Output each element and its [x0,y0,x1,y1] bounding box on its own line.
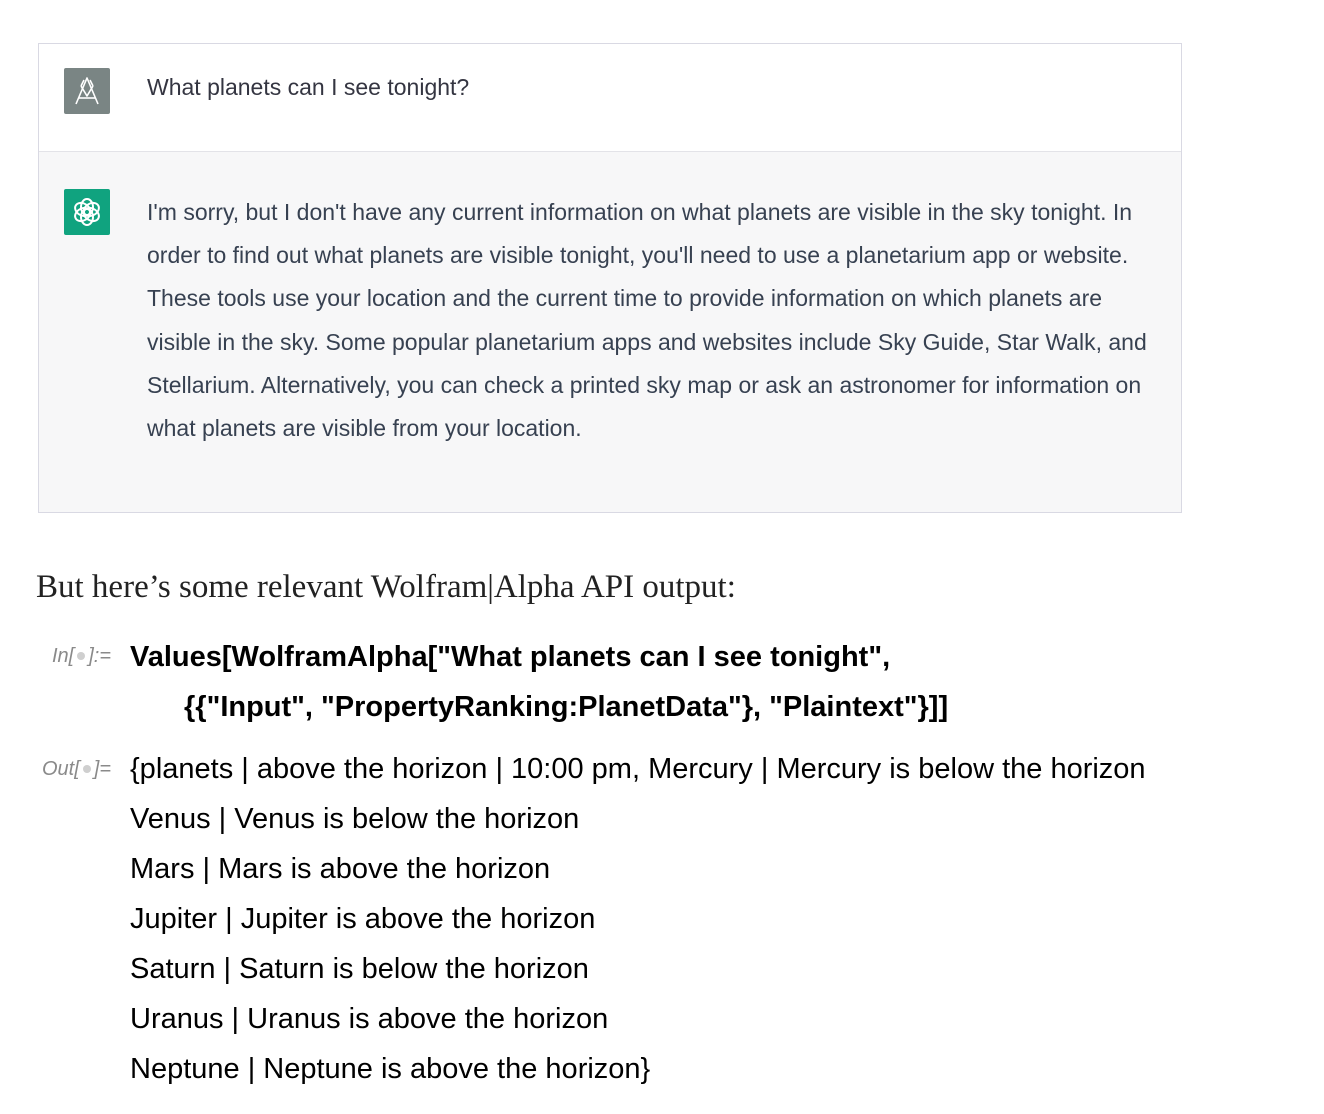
output-line: Neptune | Neptune is above the horizon} [130,1053,651,1085]
output-cell-label [42,758,111,781]
out-label-prefix: Out[ [42,758,80,780]
openai-logo-icon [64,189,110,235]
output-line: Mars | Mars is above the horizon [130,853,551,885]
assistant-turn [39,152,1181,512]
output-line: {planets | above the horizon | 10:00 pm, Mercury | Mercury is below the horizon [130,753,1146,785]
user-message: What planets can I see tonight? [147,74,470,100]
input-cell-label [52,645,111,668]
out-label-suffix: ]= [93,758,112,780]
cell-counter-dot-icon [83,765,91,773]
output-line: Venus | Venus is below the horizon [130,803,580,835]
input-line: {{"Input", "PropertyRanking:PlanetData"}, "Plaintext"}]] [184,691,949,723]
input-cell-code[interactable] [130,632,948,732]
assistant-message: I'm sorry, but I don't have any current information on what planets are visible in the sky tonight. In order to find out what planets are visible tonight, you'll need to use a planetarium app or website. These tools use your location and the current time to provide information on which planets are visible in the sky. Some popular planetarium apps and websites include Sky Guide, Star Walk, and Stellarium. Alternatively, you can check a printed sky map or ask an astronomer for information on what planets are visible from your location. [147,199,1147,442]
output-line: Jupiter | Jupiter is above the horizon [130,903,596,935]
user-turn [39,44,1181,152]
intro-sentence: But here’s some relevant Wolfram|Alpha API output: [36,569,736,605]
in-label-prefix: In[ [52,645,75,667]
chat-transcript [38,43,1182,513]
input-line: Values[WolframAlpha["What planets can I see tonight", [130,641,891,673]
output-line: Saturn | Saturn is below the horizon [130,953,589,985]
in-label-suffix: ]:= [88,645,112,667]
wolf-logo-icon [64,68,110,114]
output-cell-result [130,744,1146,1094]
output-line: Uranus | Uranus is above the horizon [130,1003,609,1035]
cell-counter-dot-icon [77,652,85,660]
